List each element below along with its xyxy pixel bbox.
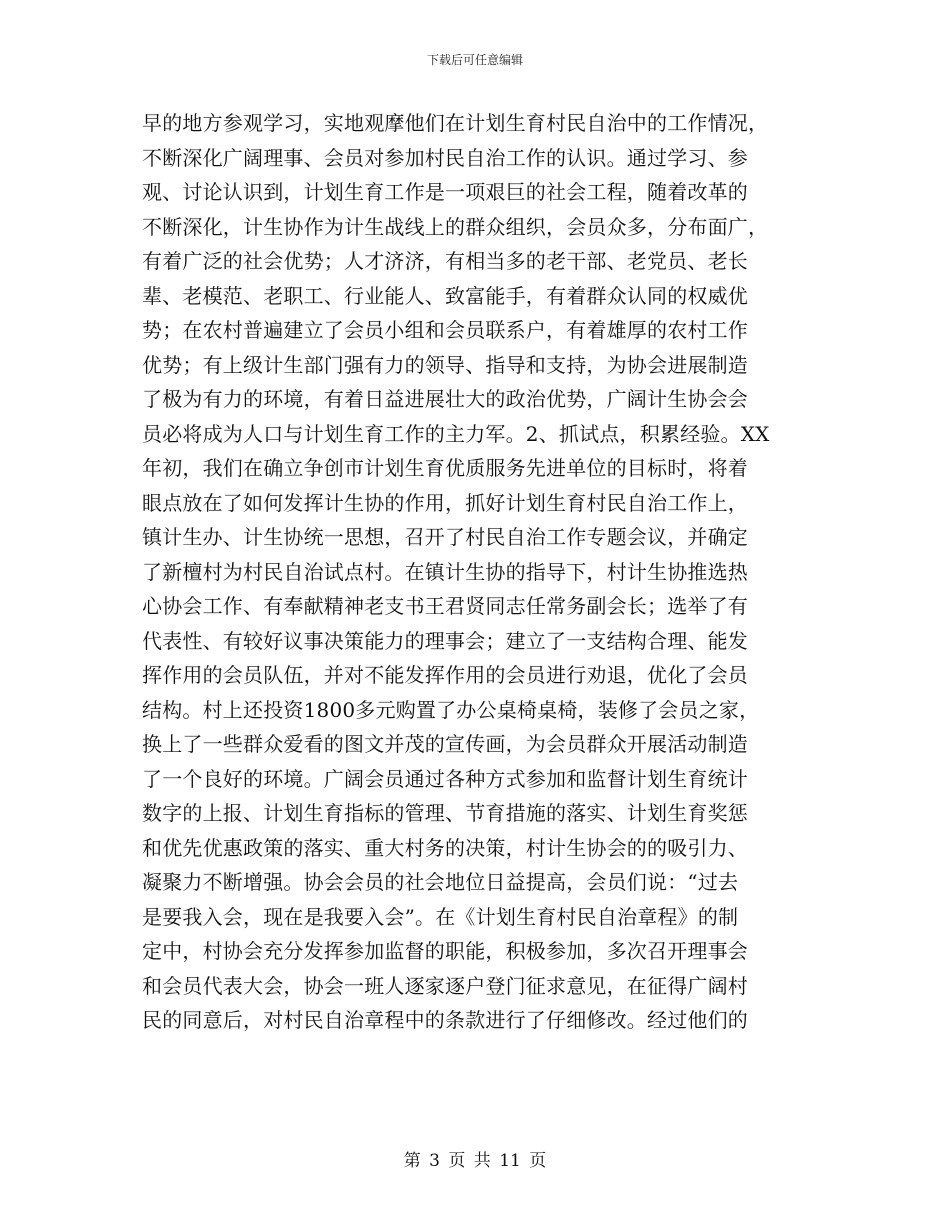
body-line: 镇计生办、计生协统一思想，召开了村民自治工作专题会议，并确定: [142, 525, 748, 549]
body-line: 辈、老模范、老职工、行业能人、致富能手，有着群众认同的权威优: [142, 283, 748, 308]
body-line: 有着广泛的社会优势；人才济济，有相当多的老干部、老党员、老长: [142, 249, 748, 273]
body-line: 定中，村协会充分发挥参加监督的职能，积极参加，多次召开理事会: [142, 939, 748, 963]
body-line: 和会员代表大会，协会一班人逐家逐户登门征求意见，在征得广阔村: [142, 973, 748, 998]
body-line: 换上了一些群众爱看的图文并茂的宣传画，为会员群众开展活动制造: [142, 732, 748, 756]
document-body: [142, 106, 808, 1038]
body-line: 凝聚力不断增强。协会会员的社会地位日益提高，会员们说：“过去: [142, 870, 739, 894]
body-line: 不断深化广阔理事、会员对参加村民自治工作的认识。通过学习、参: [142, 145, 748, 170]
body-line: 了一个良好的环境。广阔会员通过各种方式参加和监督计划生育统计: [142, 766, 748, 791]
body-line: 员必将成为人口与计划生育工作的主力军。2、抓试点，积累经验。XX: [142, 421, 770, 446]
body-line: 不断深化，计生协作为计生战线上的群众组织，会员众多，分布面广，: [142, 214, 769, 239]
body-line: 势；在农村普遍建立了会员小组和会员联系户，有着雄厚的农村工作: [142, 318, 748, 342]
body-line: 心协会工作、有奉献精神老支书王君贤同志任常务副会长；选举了有: [142, 594, 748, 618]
body-line: 观、讨论认识到，计划生育工作是一项艰巨的社会工程，随着改革的: [142, 180, 748, 204]
body-line: 年初，我们在确立争创市计划生育优质服务先进单位的目标时，将着: [142, 456, 748, 480]
body-line: 早的地方参观学习，实地观摩他们在计划生育村民自治中的工作情况，: [142, 111, 769, 135]
body-line: 了新檀村为村民自治试点村。在镇计生协的指导下，村计生协推选热: [142, 559, 748, 584]
page-header-note: 下载后可任意编辑: [426, 53, 523, 67]
page-number: 第 3 页 共 11 页: [403, 1151, 547, 1171]
body-line: 数字的上报、计划生育指标的管理、节育措施的落实、计划生育奖惩: [142, 801, 748, 825]
body-line: 民的同意后，对村民自治章程中的条款进行了仔细修改。经过他们的: [142, 1008, 748, 1032]
body-line: 优势；有上级计生部门强有力的领导、指导和支持，为协会进展制造: [142, 352, 748, 377]
body-line: 和优先优惠政策的落实、重大村务的决策，村计生协会的的吸引力、: [142, 835, 748, 860]
body-line: 挥作用的会员队伍，并对不能发挥作用的会员进行劝退，优化了会员: [142, 663, 748, 687]
body-line: 了极为有力的环境，有着日益进展壮大的政治优势，广阔计生协会会: [142, 387, 748, 411]
body-line: 眼点放在了如何发挥计生协的作用，抓好计划生育村民自治工作上，: [142, 490, 748, 515]
body-line: 代表性、有较好议事决策能力的理事会；建立了一支结构合理、能发: [142, 628, 748, 653]
body-line: 结构。村上还投资1800多元购置了办公桌椅桌椅，装修了会员之家，: [142, 697, 760, 722]
body-line: 是要我入会，现在是我要入会”。在《计划生育村民自治章程》的制: [142, 904, 739, 929]
